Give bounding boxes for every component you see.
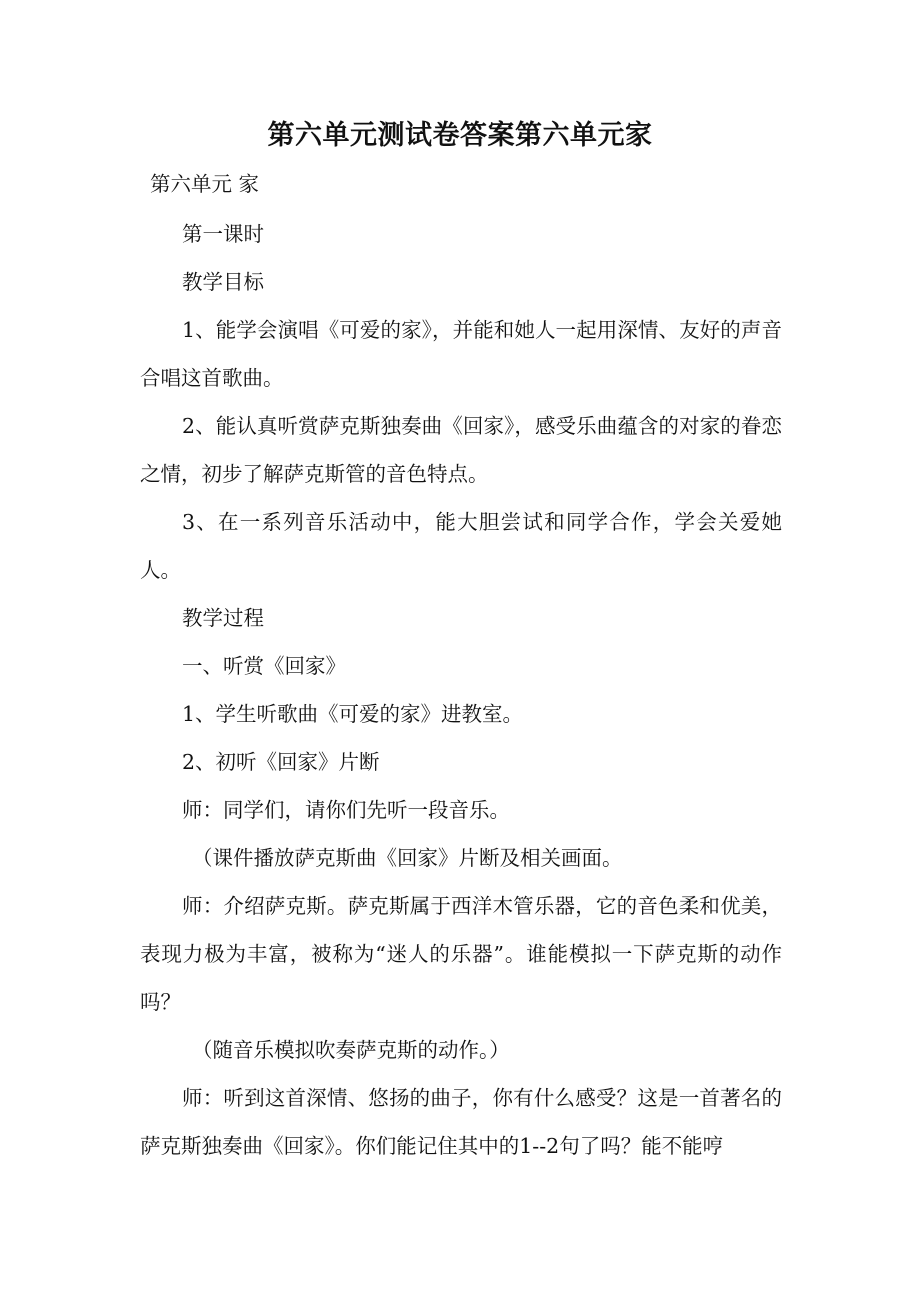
- goals-heading: 教学目标: [182, 270, 264, 294]
- teacher-line-3: 师：听到这首深情、悠扬的曲子，你有什么感受？这是一首著名的萨克斯独奏曲《回家》。你们能记住其中的1--2句了吗？能不能哼: [140, 1086, 782, 1158]
- document-title: 第六单元测试卷答案第六单元家: [267, 120, 653, 151]
- teacher-line-1: 师：同学们，请你们先听一段音乐。: [182, 798, 510, 822]
- goal-1: 1、能学会演唱《可爱的家》，并能和她人一起用深情、友好的声音合唱这首歌曲。: [140, 318, 782, 390]
- process-heading: 教学过程: [182, 606, 264, 630]
- activity-note-2: （随音乐模拟吹奏萨克斯的动作。）: [192, 1038, 510, 1062]
- step-2: 2、初听《回家》片断: [182, 750, 380, 774]
- goal-2: 2、能认真听赏萨克斯独奏曲《回家》，感受乐曲蕴含的对家的眷恋之情，初步了解萨克斯管的音色特点。: [140, 414, 782, 486]
- step-1: 1、学生听歌曲《可爱的家》进教室。: [182, 702, 524, 726]
- goal-3: 3、在一系列音乐活动中，能大胆尝试和同学合作，学会关爱她人。: [140, 510, 782, 582]
- teacher-line-2: 师：介绍萨克斯。萨克斯属于西洋木管乐器，它的音色柔和优美，表现力极为丰富，被称为“迷人的乐器”。谁能模拟一下萨克斯的动作吗？: [140, 894, 782, 1014]
- lesson-heading: 第一课时: [182, 222, 264, 246]
- unit-heading: 第六单元 家: [150, 172, 260, 196]
- courseware-note-1: （课件播放萨克斯曲《回家》片断及相关画面。: [192, 846, 623, 870]
- section-1-heading: 一、听赏《回家》: [182, 654, 346, 678]
